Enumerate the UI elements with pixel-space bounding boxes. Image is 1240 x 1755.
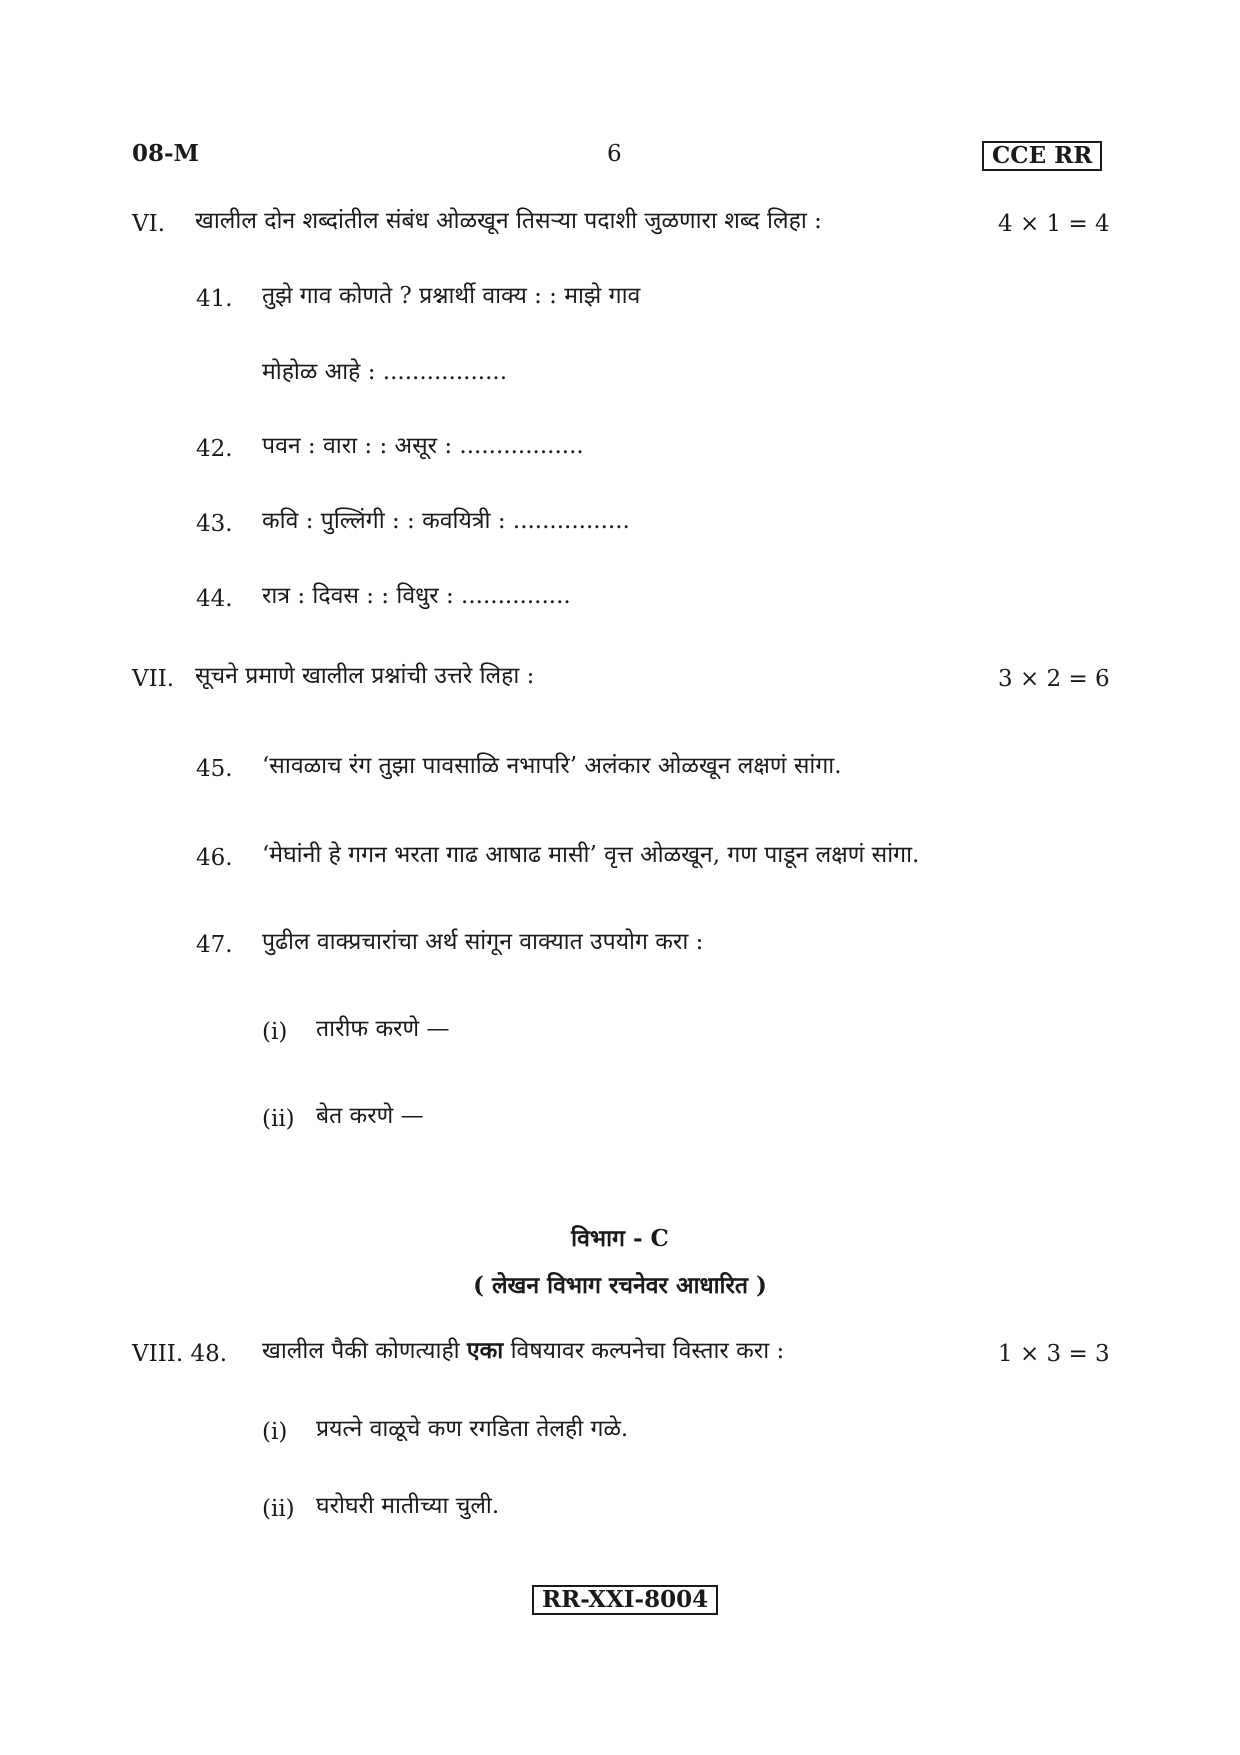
q47-number: 47.: [196, 932, 233, 958]
instruction-emphasis: एका: [466, 1337, 504, 1364]
q47-i-label: (i): [262, 1019, 288, 1045]
section-viii-marks: 1 × 3 = 3: [998, 1341, 1110, 1367]
q44-text: रात्र : दिवस : : विधुर : ...............: [262, 583, 571, 609]
section-vi-number: VI.: [132, 211, 166, 237]
q48-ii-text: घरोघरी मातीच्या चुली.: [316, 1493, 500, 1519]
q48-ii-label: (ii): [262, 1496, 295, 1522]
section-vii-instruction: सूचने प्रमाणे खालील प्रश्नांची उत्तरे लिहा :: [195, 663, 535, 689]
q48-i-label: (i): [262, 1419, 288, 1445]
cce-rr-badge: CCE RR: [982, 141, 1102, 171]
q48-i-text: प्रयत्ने वाळूचे कण रगडिता तेलही गळे.: [316, 1416, 629, 1442]
paper-code: 08-M: [132, 140, 200, 167]
q47-i-text: तारीफ करणे —: [316, 1016, 450, 1042]
q41-text: तुझे गाव कोणते ? प्रश्नार्थी वाक्य : : माझे गाव: [262, 283, 641, 309]
instruction-part-1: खालील पैकी कोणत्याही: [262, 1338, 467, 1364]
section-c-subtitle: ( लेखन विभाग रचनेवर आधारित ): [473, 1272, 767, 1299]
footer-code: RR-XXI-8004: [532, 1585, 718, 1615]
q47-text: पुढील वाक्प्रचारांचा अर्थ सांगून वाक्यात उपयोग करा :: [262, 929, 704, 955]
q47-ii-text: बेत करणे —: [316, 1103, 424, 1129]
q46-number: 46.: [196, 845, 233, 871]
instruction-part-2: विषयावर कल्पनेचा विस्तार करा :: [503, 1338, 785, 1364]
section-vii-number: VII.: [132, 666, 175, 692]
q46-text: ‘मेघांनी हे गगन भरता गाढ आषाढ मासी’ वृत्त ओळखून, गण पाडून लक्षणं सांगा.: [262, 842, 920, 868]
section-vi-marks: 4 × 1 = 4: [998, 211, 1110, 237]
q45-number: 45.: [196, 756, 233, 782]
q47-ii-label: (ii): [262, 1106, 295, 1132]
q44-number: 44.: [196, 586, 233, 612]
q41-text-continued: मोहोळ आहे : .................: [262, 359, 508, 385]
section-vii-marks: 3 × 2 = 6: [998, 666, 1110, 692]
section-viii-instruction: [262, 1336, 784, 1366]
q42-text: पवन : वारा : : असूर : .................: [262, 433, 584, 459]
page-number: 6: [607, 141, 622, 167]
q41-number: 41.: [196, 286, 233, 312]
q45-text: ‘सावळाच रंग तुझा पावसाळि नभापरि’ अलंकार ओळखून लक्षणं सांगा.: [262, 753, 842, 779]
q43-text: कवि : पुल्लिंगी : : कवयित्री : ................: [262, 508, 630, 534]
section-vi-instruction: खालील दोन शब्दांतील संबंध ओळखून तिसऱ्या पदाशी जुळणारा शब्द लिहा :: [195, 208, 822, 234]
q42-number: 42.: [196, 436, 233, 462]
section-viii-number: VIII. 48.: [132, 1341, 228, 1367]
q43-number: 43.: [196, 511, 233, 537]
section-c-title: विभाग - C: [571, 1225, 669, 1252]
